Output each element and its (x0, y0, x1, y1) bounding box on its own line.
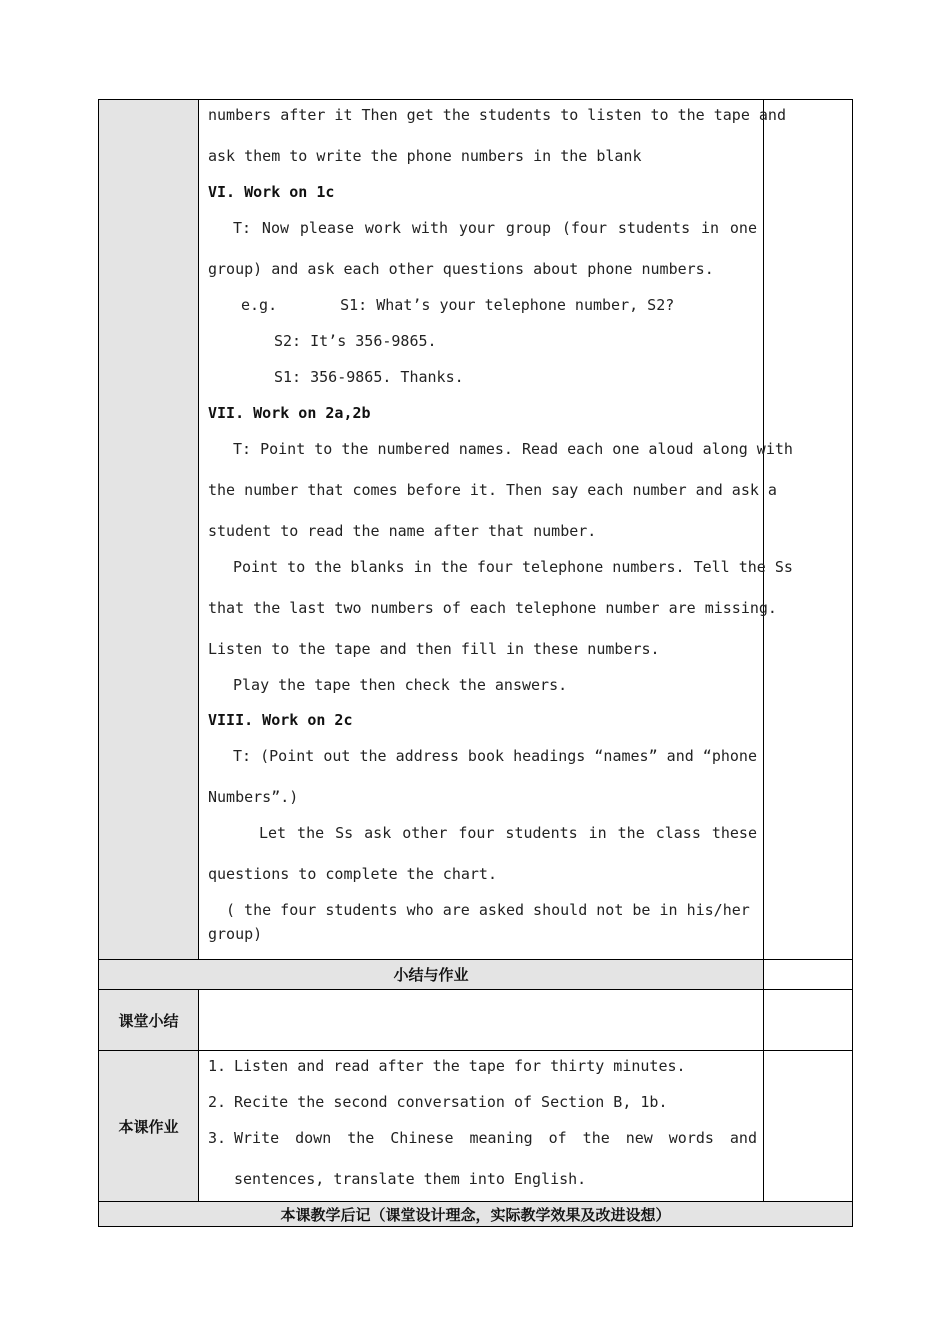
summary-header-row (99, 960, 853, 990)
paragraph-line: student to read the name after that number. (208, 522, 597, 540)
activity-content-cell (199, 100, 793, 960)
section-heading-vi: VI. Work on 1c (208, 183, 335, 201)
paragraph-line: numbers after it Then get the students to listen to the tape and (208, 106, 786, 124)
summary-header-note-cell (764, 960, 853, 990)
homework-content (199, 1051, 764, 1202)
homework-item-number: 1. (208, 1057, 227, 1075)
homework-item-text-block (234, 1128, 757, 1189)
paragraph-line: group) and ask each other questions about phone numbers. (208, 260, 714, 278)
paragraph-line: Point to the blanks in the four telephone numbers. Tell the Ss (233, 558, 793, 576)
paragraph-line: ( the four students who are asked should not be in his/her (226, 901, 750, 919)
example-line (208, 295, 757, 315)
section-heading-viii: VIII. Work on 2c (208, 711, 353, 729)
paragraph-line: that the last two numbers of each telephone number are missing. (208, 599, 777, 617)
example-line: S2: It’s 356-9865. (274, 332, 437, 350)
homework-item-text: Recite the second conversation of Section B, 1b. (234, 1093, 668, 1111)
homework-label: 本课作业 (99, 1051, 199, 1202)
homework-item (208, 1056, 757, 1076)
homework-row (99, 1051, 853, 1202)
homework-item-number: 2. (208, 1093, 227, 1111)
class-summary-note-cell (764, 990, 853, 1051)
paragraph-line: questions to complete the chart. (208, 865, 497, 883)
example-label: e.g. (241, 296, 278, 314)
class-summary-content (199, 990, 764, 1051)
paragraph-line: ask them to write the phone numbers in the blank (208, 147, 642, 165)
activity-label-cell (99, 100, 199, 960)
example-line: S1: 356-9865. Thanks. (274, 368, 464, 386)
homework-item-text: Write down the Chinese meaning of the new words and (234, 1129, 757, 1147)
paragraph-line: group) (208, 925, 263, 943)
summary-homework-heading: 小结与作业 (99, 960, 764, 990)
homework-item (208, 1128, 757, 1189)
homework-item (208, 1092, 757, 1112)
paragraph-line: T: (Point out the address book headings “names” and “phone (233, 747, 757, 765)
class-summary-row (99, 990, 853, 1051)
class-summary-label: 课堂小结 (99, 990, 199, 1051)
homework-item-text: Listen and read after the tape for thirty minutes. (234, 1057, 686, 1075)
paragraph-line: Numbers”.) (208, 788, 299, 806)
paragraph-line: Listen to the tape and then fill in these numbers. (208, 640, 660, 658)
homework-item-text: sentences, translate them into English. (234, 1170, 587, 1188)
section-heading-vii: VII. Work on 2a,2b (208, 404, 371, 422)
lesson-plan-table (98, 99, 853, 1227)
reflection-heading: 本课教学后记（课堂设计理念，实际教学效果及改进设想） (99, 1202, 853, 1227)
activity-note-cell (764, 100, 853, 960)
paragraph-line: Let the Ss ask other four students in the class these (259, 824, 757, 842)
paragraph-line: T: Point to the numbered names. Read each one aloud along with (233, 440, 793, 458)
paragraph-line: T: Now please work with your group (four students in one (233, 219, 757, 237)
homework-note-cell (764, 1051, 853, 1202)
example-dialogue: S1: What’s your telephone number, S2? (340, 296, 675, 314)
paragraph-line: the number that comes before it. Then say each number and ask a (208, 481, 777, 499)
reflection-header-row (99, 1202, 853, 1227)
paragraph-line: Play the tape then check the answers. (233, 676, 568, 694)
activity-row (99, 100, 853, 960)
homework-item-number: 3. (208, 1129, 227, 1147)
